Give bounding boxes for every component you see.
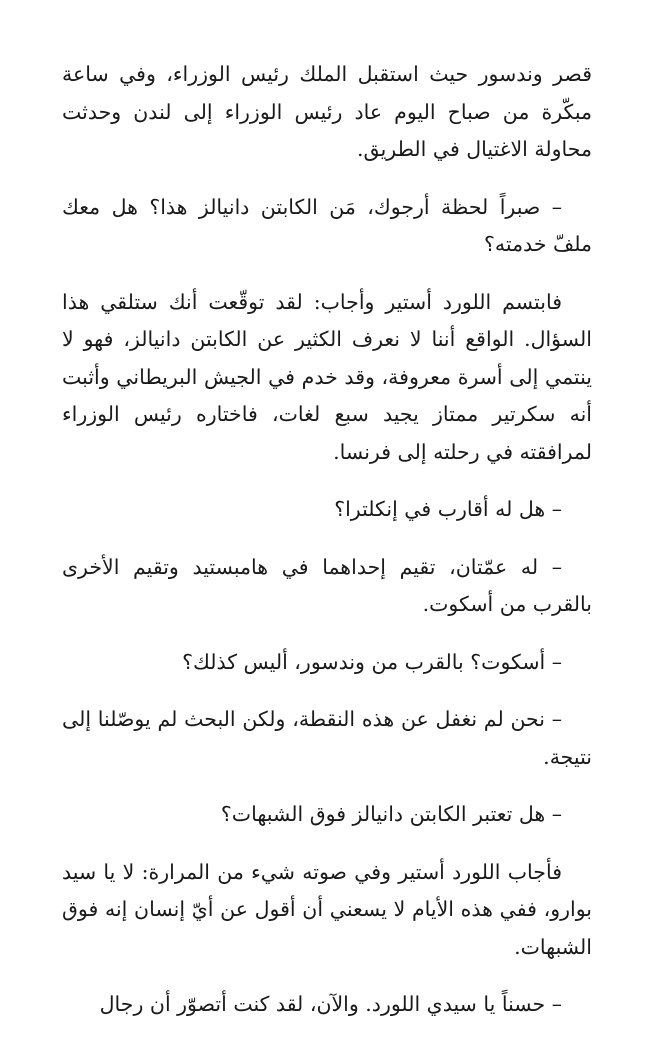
paragraph-7: – نحن لم نغفل عن هذه النقطة، ولكن البحث لم يوصّلنا إلى نتيجة. (62, 707, 592, 769)
paragraph-4: – هل له أقارب في إنكلترا؟ (334, 497, 562, 521)
paragraph-9: فأجاب اللورد أستير وفي صوته شيء من المرارة: لا يا سيد بوارو، ففي هذه الأيام لا يسعني أن أقول عن أيّ إنسان إنه فوق الشبهات. (62, 859, 592, 959)
paragraph-1: قصر وندسور حيث استقبل الملك رئيس الوزراء، وفي ساعة مبكّرة من صباح اليوم عاد رئيس الوزراء إلى لندن وحدثت محاولة الاغتيال في الطريق. (62, 62, 592, 161)
paragraph-3: فابتسم اللورد أستير وأجاب: لقد توقّعت أنك ستلقي هذا السؤال. الواقع أننا لا نعرف الكثير عن الكابتن دانيالز، فهو لا ينتمي إلى أسرة معروفة، وقد خدم في الجيش البريطاني وأثبت أنه سكرتير ممتاز يجيد سبع لغات، فاختاره رئيس الوزراء لمرافقته في رحلته إلى فرنسا. (62, 289, 592, 464)
paragraph-5: – له عمّتان، تقيم إحداهما في هامبستيد وتقيم الأخرى بالقرب من أسكوت. (62, 554, 592, 616)
paragraph-10: – حسناً يا سيدي اللورد. والآن، لقد كنت أتصوّر أن رجال (99, 992, 562, 1016)
book-page (62, 56, 592, 1044)
paragraph-6: – أسكوت؟ بالقرب من وندسور، أليس كذلك؟ (182, 649, 562, 674)
paragraph-2: – صبراً لحظة أرجوك، مَن الكابتن دانيالز هذا؟ هل معك ملفّ خدمته؟ (62, 194, 592, 256)
paragraph-8: – هل تعتبر الكابتن دانيالز فوق الشبهات؟ (220, 802, 562, 826)
